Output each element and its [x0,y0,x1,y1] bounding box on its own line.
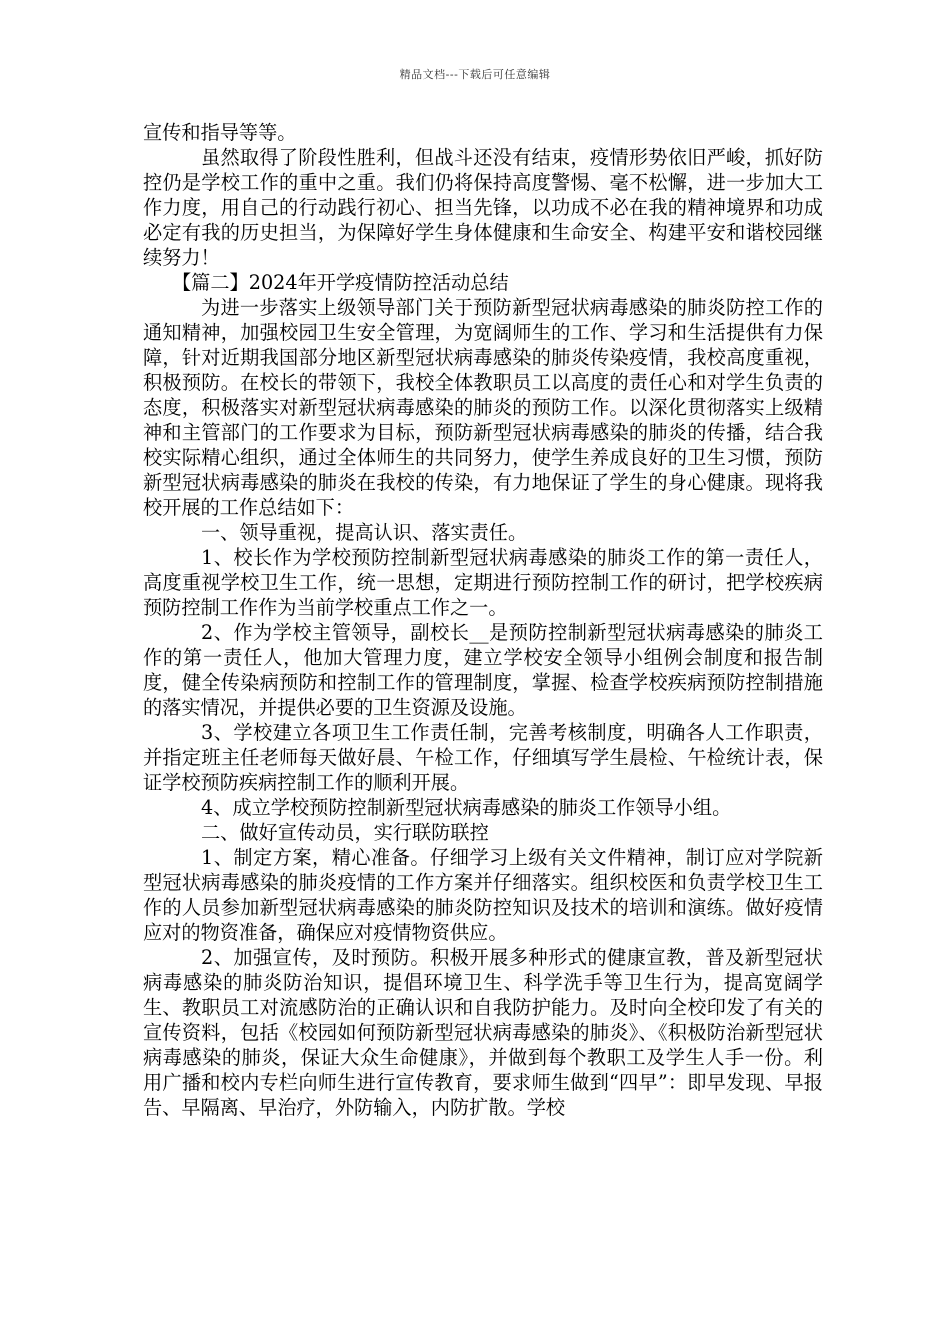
paragraph: 2、加强宣传，及时预防。积极开展多种形式的健康宣教，普及新型冠状病毒感染的肺炎防治知识，提倡环境卫生、科学洗手等卫生行为，提高宽阔学生、教职员工对流感防治的正确认识和自我防护能力。及时向全校印发了有关的宣传资料，包括《校园如何预防新型冠状病毒感染的肺炎》、《积极防治新型冠状病毒感染的肺炎，保证大众生命健康》，并做到每个教职工及学生人手一份。利用广播和校内专栏向师生进行宣传教育，要求师生做到“四早”：即早发现、早报告、早隔离、早治疗，外防输入，内防扩散。学校 [143,946,823,1119]
page-header: 精品文档---下载后可任意编辑 [399,68,551,81]
paragraph: 3、学校建立各项卫生工作责任制，完善考核制度，明确各人工作职责，并指定班主任老师每天做好晨、午检工作，仔细填写学生晨检、午检统计表，保证学校预防疾病控制工作的顺利开展。 [143,721,823,794]
subheading: 一、领导重视，提高认识、落实责任。 [201,521,528,544]
document-body [143,120,823,1120]
paragraph: 1、制定方案，精心准备。仔细学习上级有关文件精神，制订应对学院新型冠状病毒感染的肺炎疫情的工作方案并仔细落实。组织校医和负责学校卫生工作的人员参加新型冠状病毒感染的肺炎防控知识及技术的培训和演练。做好疫情应对的物资准备，确保应对疫情物资供应。 [143,846,823,944]
paragraph: 虽然取得了阶段性胜利，但战斗还没有结束，疫情形势依旧严峻，抓好防控仍是学校工作的重中之重。我们仍将保持高度警惕、毫不松懈，进一步加大工作力度，用自己的行动践行初心、担当先锋，以功成不必在我的精神境界和功成必定有我的历史担当，为保障好学生身体健康和生命安全、构建平安和谐校园继续努力！ [143,146,823,269]
paragraph: 为进一步落实上级领导部门关于预防新型冠状病毒感染的肺炎防控工作的通知精神，加强校园卫生安全管理，为宽阔师生的工作、学习和生活提供有力保障，针对近期我国部分地区新型冠状病毒感染的肺炎传染疫情，我校高度重视，积极预防。在校长的带领下，我校全体教职员工以高度的责任心和对学生负责的态度，积极落实对新型冠状病毒感染的肺炎的预防工作。以深化贯彻落实上级精神和主管部门的工作要求为目标，预防新型冠状病毒感染的肺炎的传播，结合我校实际精心组织，通过全体师生的共同努力，使学生养成良好的卫生习惯，预防新型冠状病毒感染的肺炎在我校的传染，有力地保证了学生的身心健康。现将我校开展的工作总结如下： [143,296,823,519]
paragraph: 1、校长作为学校预防控制新型冠状病毒感染的肺炎工作的第一责任人，高度重视学校卫生工作，统一思想，定期进行预防控制工作的研讨，把学校疾病预防控制工作作为当前学校重点工作之一。 [143,546,823,619]
section-heading: 【篇二】2024年开学疫情防控活动总结 [172,271,509,294]
subheading: 二、做好宣传动员，实行联防联控 [201,821,489,844]
paragraph: 4、成立学校预防控制新型冠状病毒感染的肺炎工作领导小组。 [201,796,732,819]
paragraph: 2、作为学校主管领导，副校长__是预防控制新型冠状病毒感染的肺炎工作的第一责任人，他加大管理力度，建立学校安全领导小组例会制度和报告制度，健全传染病预防和控制工作的管理制度，掌握、检查学校疾病预防控制措施的落实情况，并提供必要的卫生资源及设施。 [143,621,823,719]
paragraph: 宣传和指导等等。 [143,121,297,144]
